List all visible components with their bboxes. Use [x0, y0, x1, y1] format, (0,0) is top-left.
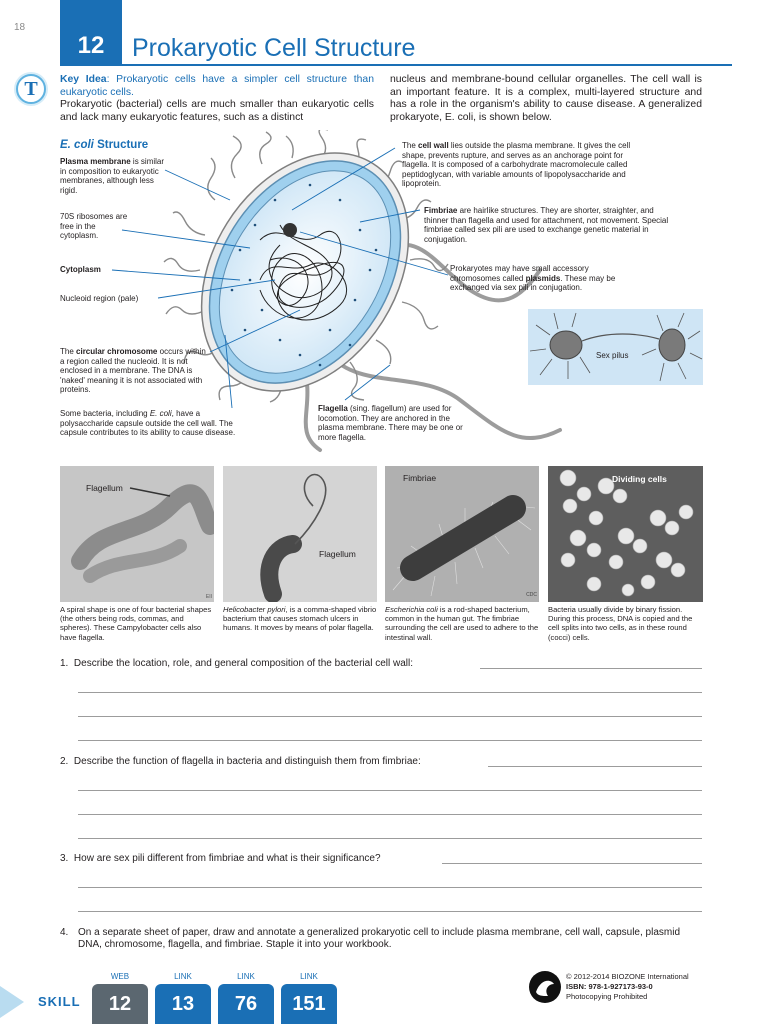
caption-cocci: Bacteria usually divide by binary fission. During this process, DNA is copied and the cell splits into two cells, as in these round (cocci) cells.	[548, 605, 693, 642]
flagella-term: Flagella	[318, 404, 348, 413]
chromosome-desc: occurs within a region called the nucleoid. It is not enclosed in a membrane. The DNA is 'naked' meaning it is not associated with proteins.	[60, 347, 206, 395]
q2-text: Describe the function of flagella in bacteria and distinguish them from fimbriae:	[73, 756, 421, 767]
plasma-membrane-term: Plasma membrane	[60, 157, 131, 166]
photo3-credit: CDC	[526, 592, 537, 598]
plasmids-term: plasmids	[525, 273, 561, 283]
key-idea-text: : Prokaryotic cells have a simpler cell structure than eukaryotic cells.	[60, 74, 374, 98]
skill-label: SKILL	[38, 994, 81, 1009]
label-ribosomes: 70S ribosomes are free in the cytoplasm.	[60, 212, 128, 241]
q1-text: Describe the location, role, and general composition of the bacterial cell wall:	[73, 658, 413, 669]
heading-rest: Structure	[93, 139, 149, 151]
caption-helicobacter	[223, 605, 379, 633]
plasma-membrane-desc: is similar in composition to eukaryotic membranes, although less rigid.	[60, 157, 165, 195]
q2-number: 2.	[60, 756, 69, 767]
photo2-label: Flagellum	[319, 549, 356, 559]
question-1	[60, 658, 413, 670]
q2-answer-line[interactable]	[78, 814, 702, 815]
label-nucleoid: Nucleoid region (pale)	[60, 294, 139, 303]
capsule-italic: E. coli	[149, 409, 172, 418]
sex-pilus-label: Sex pilus	[596, 351, 629, 360]
question-4	[60, 927, 704, 951]
chromosome-term: circular chromosome	[76, 347, 158, 356]
conjugation-image	[528, 309, 703, 385]
biozone-logo-icon	[528, 970, 562, 1004]
label-circular-chromosome	[60, 347, 212, 395]
photocopy-notice: Photocopying Prohibited	[566, 992, 648, 1001]
label-capsule	[60, 409, 252, 438]
q1-answer-line[interactable]	[78, 740, 702, 741]
caption3-text: is a rod-shaped bacterium, common in the human gut. The fimbriae surrounding the cell are used to adhere to the intestinal wall.	[385, 605, 539, 642]
copyright-block	[566, 972, 689, 1002]
copyright: © 2012-2014 BIOZONE International	[566, 972, 689, 981]
q3-answer-line[interactable]	[442, 863, 702, 864]
label-plasma-membrane	[60, 157, 170, 195]
q3-number: 3.	[60, 853, 69, 864]
tab-web-label: WEB	[110, 972, 130, 981]
capsule-pre: Some bacteria, including	[60, 409, 150, 418]
photo1-label: Flagellum	[86, 483, 123, 493]
intro-column-2: nucleus and membrane-bound cellular organelles. The cell wall is an important feature. It is a complex, multi-layered structure and has a role in the organism's ability to cause disease. A generalized prokaryote, E. coli, is shown below.	[390, 74, 702, 123]
plasmids-desc: . These may be exchanged via sex pili in conjugation.	[450, 273, 616, 293]
cell-wall-pre: The	[402, 141, 419, 150]
photo-campylobacter	[60, 466, 214, 602]
photo3-label: Fimbriae	[403, 473, 437, 483]
q1-answer-line[interactable]	[78, 692, 702, 693]
tab-link-label: LINK	[174, 972, 192, 981]
label-plasmids	[450, 264, 636, 293]
cocci-micrograph	[548, 466, 703, 602]
photo-helicobacter	[223, 466, 377, 602]
page-title: Prokaryotic Cell Structure	[132, 34, 416, 62]
photo-cocci	[548, 466, 703, 602]
activity-number-tab: 12	[60, 0, 122, 66]
label-flagella	[318, 404, 468, 442]
tab-link-13[interactable]: 13	[155, 984, 211, 1024]
helicobacter-micrograph	[223, 466, 377, 602]
caption-campylobacter: A spiral shape is one of four bacterial shapes (the others being rods, commas, and spheres). These Campylobacter cells also have flagella.	[60, 605, 212, 642]
heading-italic: E. coli	[60, 139, 94, 151]
chromosome-pre: The	[60, 347, 77, 356]
tab-link-76[interactable]: 76	[218, 984, 274, 1024]
cytoplasm-term: Cytoplasm	[60, 265, 101, 274]
intro-text-1: Prokaryotic (bacterial) cells are much smaller than eukaryotic cells and lack many eukaryotic features, such as a distinct	[60, 99, 374, 123]
caption3-italic: Escherichia coli	[385, 605, 438, 614]
q2-answer-line[interactable]	[488, 766, 702, 767]
q3-answer-line[interactable]	[78, 911, 702, 912]
capsule-desc: , have a polysaccharide capsule outside the cell wall. The capsule contributes to its ability to cause disease.	[60, 409, 236, 438]
q4-number: 4.	[60, 927, 69, 938]
fimbriae-desc: are hairlike structures. They are shorter, straighter, and thinner than flagella and used for attachment, not movement. Special fimbriae called sex pili are used to exchange genetic material in conjugation.	[424, 206, 669, 244]
q4-text: On a separate sheet of paper, draw and annotate a generalized prokaryotic cell to include plasma membrane, cell wall, capsule, plasmid DNA, chromosome, flagella, and fimbriae. Staple it into your workbook.	[78, 927, 681, 950]
q3-answer-line[interactable]	[78, 887, 702, 888]
cell-wall-desc: lies outside the plasma membrane. It gives the cell shape, prevents rupture, and serves as an anchorage point for flagella. It is composed of a carbohydrate macromolecule called peptidoglycan, with variable amounts of lipopolysaccharide and lipoprotein.	[402, 141, 631, 189]
plasmid	[283, 223, 297, 237]
conjugation-drawing	[528, 309, 703, 385]
question-3	[60, 853, 381, 865]
label-cell-wall	[402, 141, 642, 189]
q2-answer-line[interactable]	[78, 838, 702, 839]
q1-number: 1.	[60, 658, 69, 669]
photo-ecoli	[385, 466, 539, 602]
caption-ecoli	[385, 605, 541, 642]
q1-answer-line[interactable]	[480, 668, 702, 669]
fimbriae-term: Fimbriae	[424, 206, 458, 215]
q1-answer-line[interactable]	[78, 716, 702, 717]
page-number: 18	[14, 22, 26, 33]
question-2	[60, 756, 421, 768]
caption2-italic: Helicobacter pylori	[223, 605, 286, 614]
photo4-label: Dividing cells	[612, 474, 667, 484]
tab-link-label: LINK	[300, 972, 318, 981]
cell-wall-term: cell wall	[418, 141, 449, 150]
q3-text: How are sex pili different from fimbriae and what is their significance?	[73, 853, 381, 864]
label-fimbriae	[424, 206, 672, 244]
ecoli-micrograph	[385, 466, 539, 602]
campylobacter-micrograph	[60, 466, 214, 602]
tab-link-151[interactable]: 151	[281, 984, 337, 1024]
t-badge-icon: T	[16, 74, 46, 104]
tab-web-12[interactable]: 12	[92, 984, 148, 1024]
skill-arrow-icon	[0, 986, 24, 1018]
plasmids-pre: Prokaryotes may have small accessory chromosomes called	[450, 264, 589, 283]
tab-link-label: LINK	[237, 972, 255, 981]
title-divider	[122, 64, 732, 66]
photo1-credit: EII	[205, 594, 212, 600]
label-cytoplasm	[60, 265, 101, 275]
q2-answer-line[interactable]	[78, 790, 702, 791]
caption2-text: , is a comma-shaped vibrio bacterium that causes stomach ulcers in humans. It moves by means of polar flagella.	[223, 605, 377, 633]
flagella-desc: (sing. flagellum) are used for locomotion. They are anchored in the plasma membrane. There may be one or more flagella.	[318, 404, 463, 442]
key-idea-label: Key Idea	[60, 74, 107, 85]
isbn: ISBN: 978-1-927173-93-0	[566, 982, 653, 991]
intro-column-1	[60, 74, 374, 124]
